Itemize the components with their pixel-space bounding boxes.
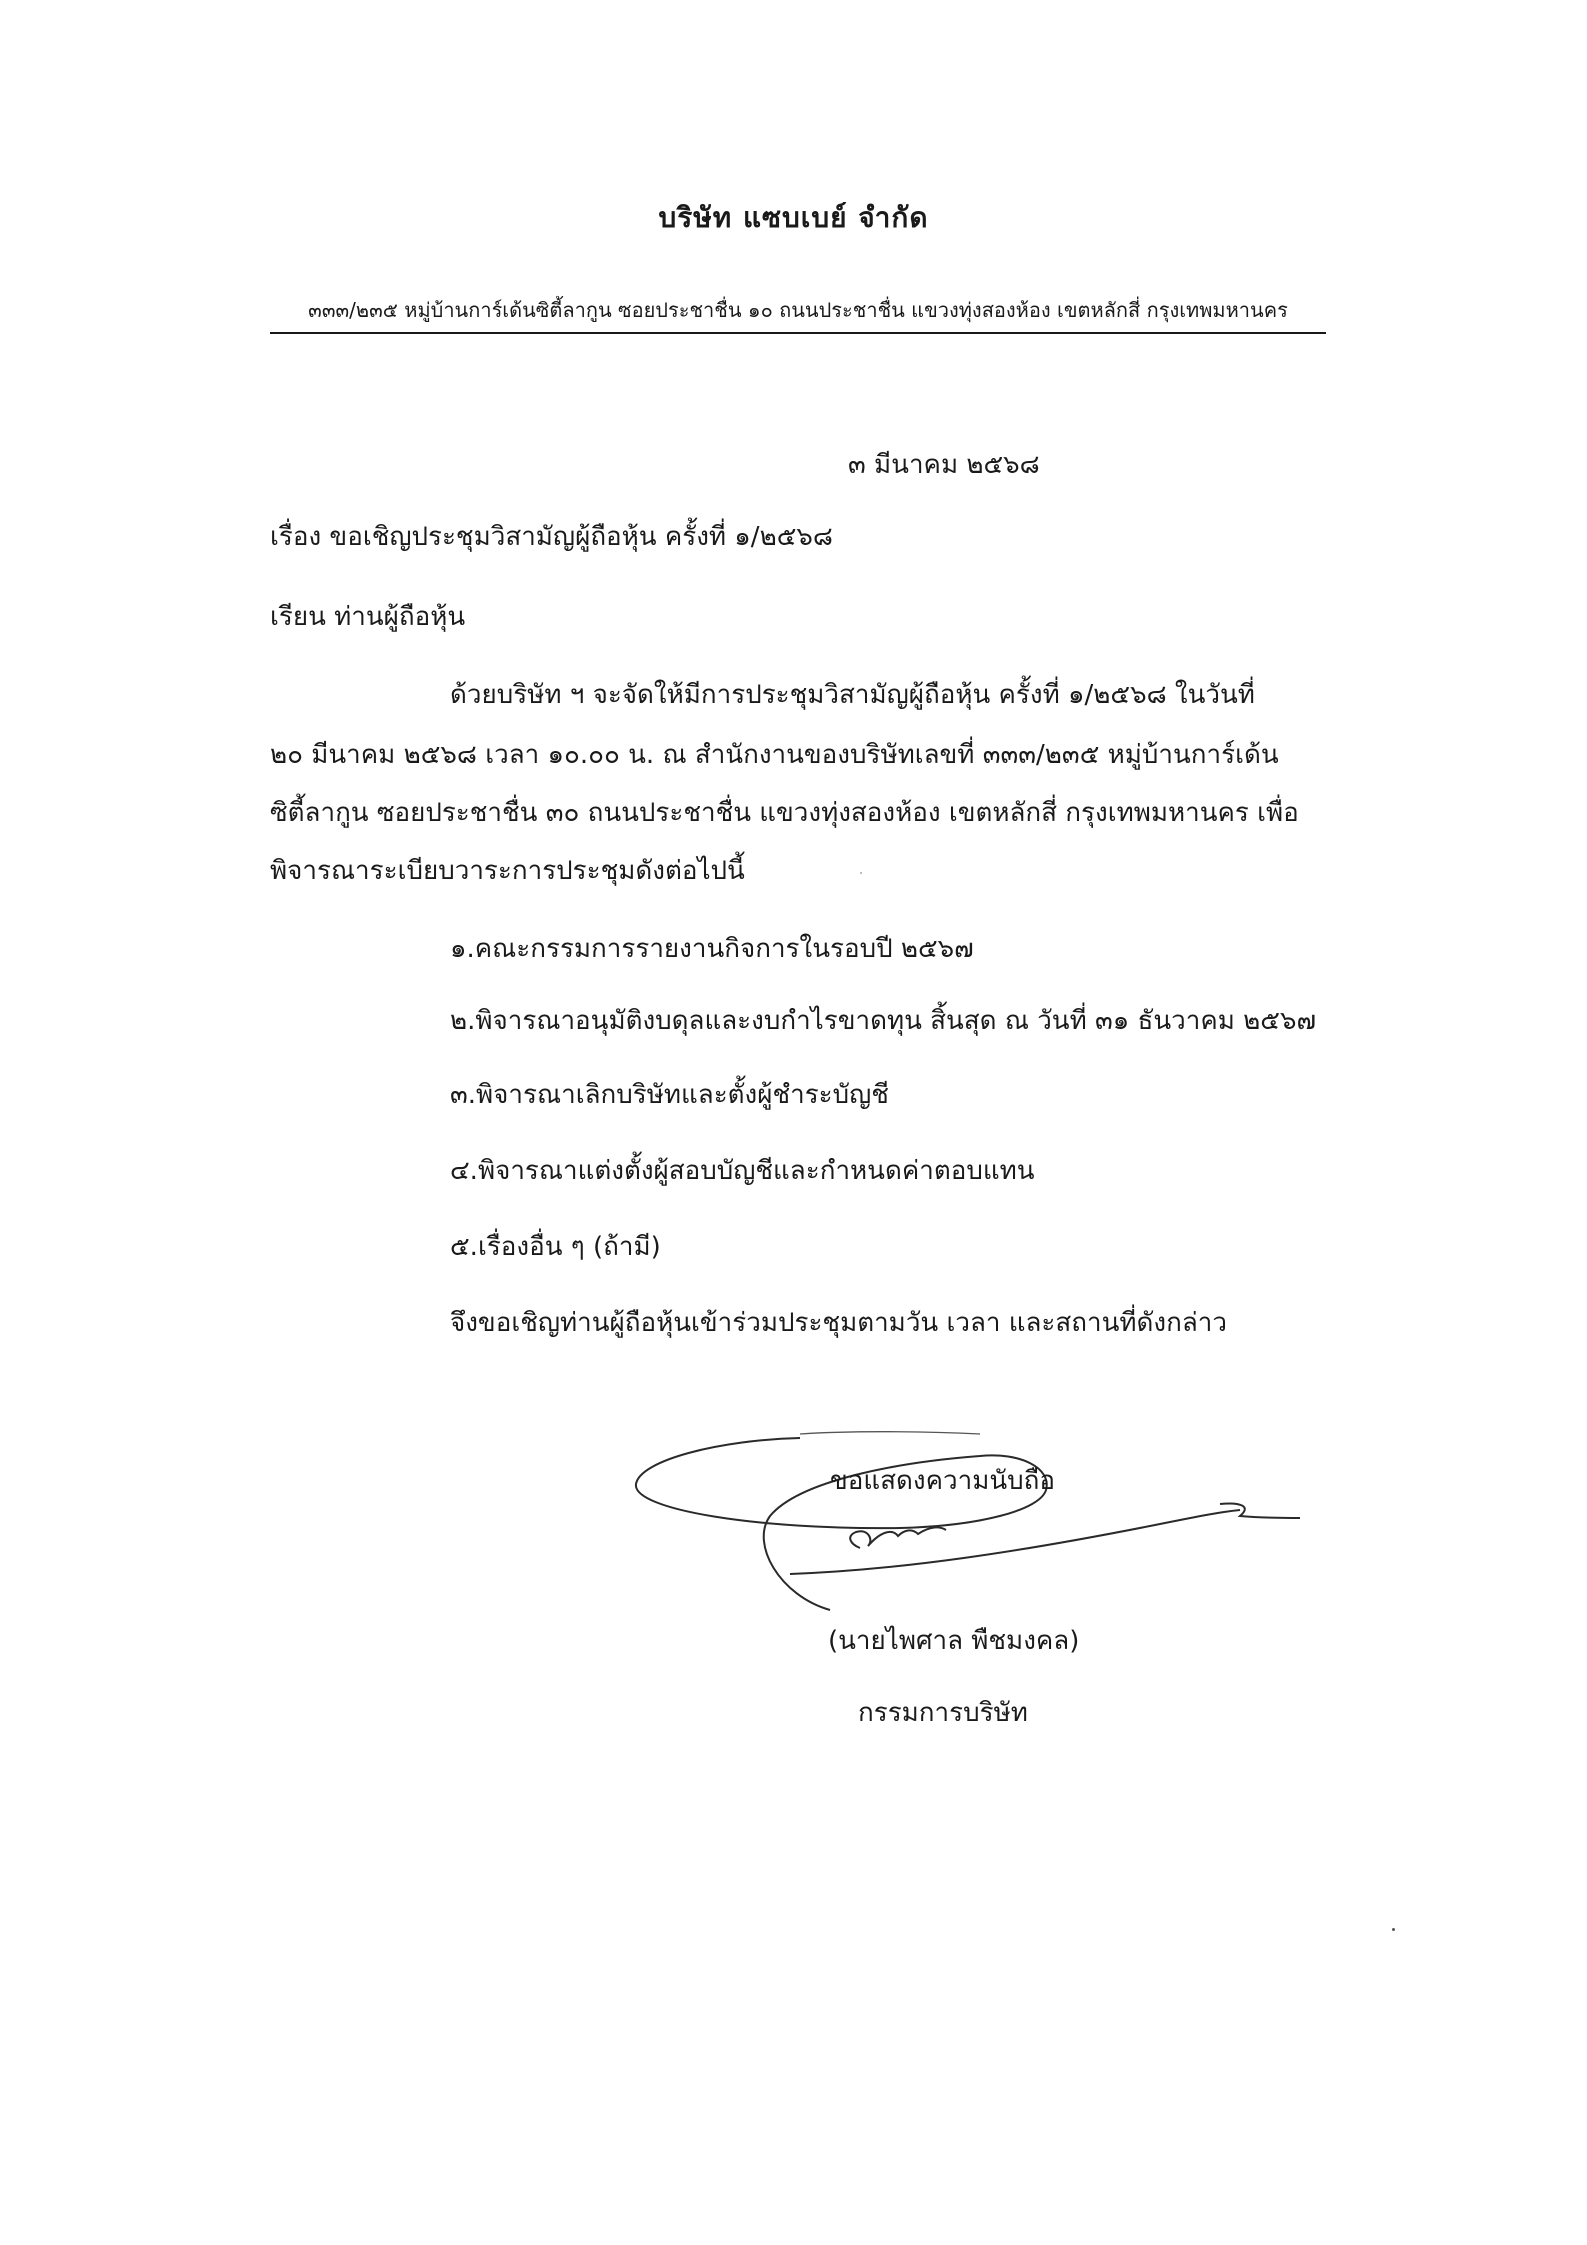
letter-date: ๓ มีนาคม ๒๕๖๘: [848, 450, 1040, 480]
scan-speck: [860, 872, 862, 874]
closing-invitation: จึงขอเชิญท่านผู้ถือหุ้นเข้าร่วมประชุมตามวัน เวลา และสถานที่ดังกล่าว: [450, 1308, 1227, 1338]
agenda-item-1: ๑.คณะกรรมการรายงานกิจการในรอบปี ๒๕๖๗: [450, 934, 974, 964]
company-address: ๓๓๓/๒๓๕ หมู่บ้านการ์เด้นซิตี้ลากูน ซอยประชาชื่น ๑๐ ถนนประชาชื่น แขวงทุ่งสองห้อง เขตหลักสี่ กรุงเทพมหานคร: [308, 298, 1288, 322]
letter-subject: เรื่อง ขอเชิญประชุมวิสามัญผู้ถือหุ้น ครั้งที่ ๑/๒๕๖๘: [270, 522, 833, 552]
body-line: ซิตี้ลากูน ซอยประชาชื่น ๓๐ ถนนประชาชื่น แขวงทุ่งสองห้อง เขตหลักสี่ กรุงเทพมหานคร เพื่อ: [270, 798, 1299, 828]
body-line: ๒๐ มีนาคม ๒๕๖๘ เวลา ๑๐.๐๐ น. ณ สำนักงานของบริษัทเลขที่ ๓๓๓/๒๓๕ หมู่บ้านการ์เด้น: [270, 740, 1279, 770]
body-line: ด้วยบริษัท ฯ จะจัดให้มีการประชุมวิสามัญผู้ถือหุ้น ครั้งที่ ๑/๒๕๖๘ ในวันที่: [450, 680, 1255, 710]
agenda-item-3: ๓.พิจารณาเลิกบริษัทและตั้งผู้ชำระบัญชี: [450, 1080, 889, 1110]
scan-speck: [1392, 1928, 1395, 1931]
signer-title: กรรมการบริษัท: [858, 1698, 1028, 1728]
body-line: พิจารณาระเบียบวาระการประชุมดังต่อไปนี้: [270, 856, 745, 886]
company-name: บริษัท แซบเบย์ จำกัด: [658, 201, 929, 234]
agenda-item-5: ๕.เรื่องอื่น ๆ (ถ้ามี): [450, 1232, 661, 1262]
letterhead-divider: [270, 332, 1326, 334]
agenda-item-2: ๒.พิจารณาอนุมัติงบดุลและงบกำไรขาดทุน สิ้นสุด ณ วันที่ ๓๑ ธันวาคม ๒๕๖๗: [450, 1006, 1317, 1036]
signer-name: (นายไพศาล พืชมงคล): [828, 1626, 1080, 1656]
regards-text: ขอแสดงความนับถือ: [830, 1466, 1055, 1496]
letter-salutation: เรียน ท่านผู้ถือหุ้น: [270, 602, 466, 632]
handwritten-signature: [600, 1420, 1300, 1640]
agenda-item-4: ๔.พิจารณาแต่งตั้งผู้สอบบัญชีและกำหนดค่าตอบแทน: [450, 1156, 1035, 1186]
